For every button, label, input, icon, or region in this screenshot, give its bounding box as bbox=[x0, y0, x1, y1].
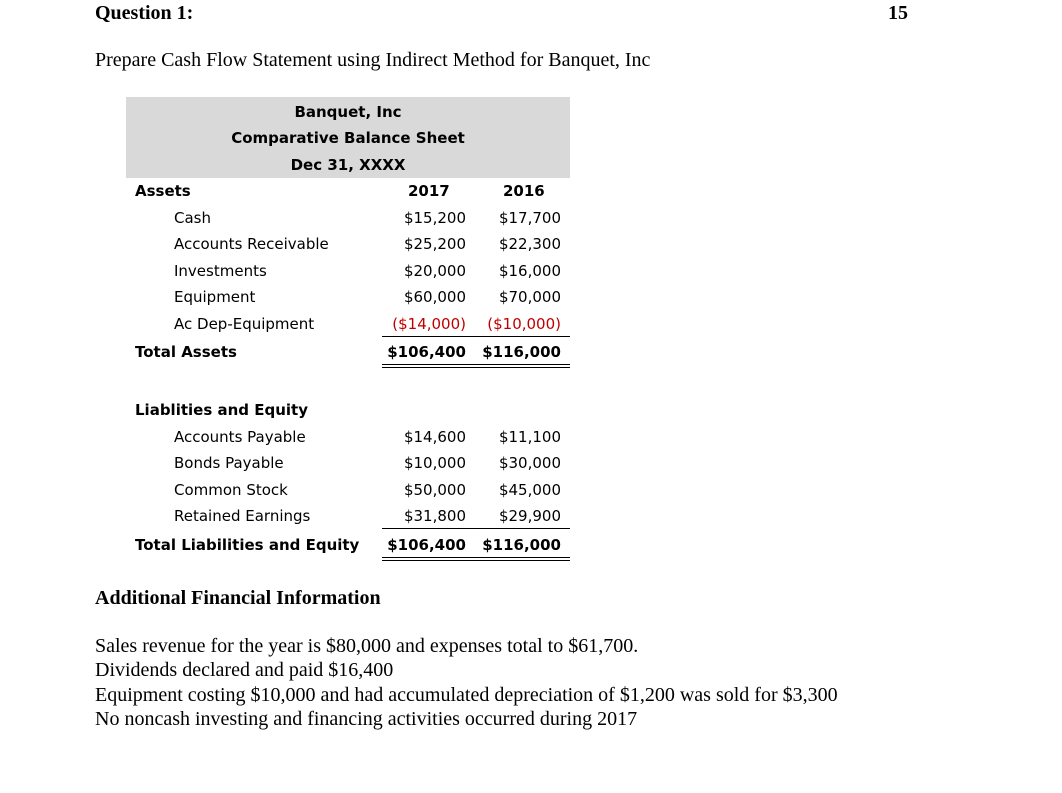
liability-value-2016: $45,000 bbox=[498, 481, 561, 499]
asset-value-2016: ($10,000) bbox=[487, 315, 561, 333]
total-liabilities-label: Total Liabilities and Equity bbox=[135, 536, 360, 554]
additional-info-line: Equipment costing $10,000 and had accumulated depreciation of $1,200 was sold for $3,300 bbox=[95, 684, 838, 706]
liability-value-2017: $31,800 bbox=[403, 507, 466, 525]
assets-heading: Assets bbox=[135, 182, 191, 200]
additional-info-title: Additional Financial Information bbox=[95, 587, 381, 609]
question-prompt: Prepare Cash Flow Statement using Indirect Method for Banquet, Inc bbox=[95, 49, 651, 71]
liability-label: Accounts Payable bbox=[174, 428, 306, 446]
liability-value-2017: $50,000 bbox=[403, 481, 466, 499]
asset-value-2016: $16,000 bbox=[498, 262, 561, 280]
asset-value-2017: ($14,000) bbox=[392, 315, 466, 333]
page-number: 15 bbox=[888, 2, 908, 24]
asset-value-2017: $20,000 bbox=[403, 262, 466, 280]
asset-value-2016: $17,700 bbox=[498, 209, 561, 227]
total-double-rule bbox=[382, 557, 570, 558]
asset-value-2017: $60,000 bbox=[403, 288, 466, 306]
asset-label: Equipment bbox=[174, 288, 256, 306]
liability-value-2016: $11,100 bbox=[498, 428, 561, 446]
total-liabilities-2017: $106,400 bbox=[387, 536, 466, 554]
question-title: Question 1: bbox=[95, 2, 194, 24]
total-double-rule bbox=[382, 367, 570, 368]
liability-value-2017: $10,000 bbox=[403, 454, 466, 472]
liability-value-2016: $29,900 bbox=[498, 507, 561, 525]
liability-label: Common Stock bbox=[174, 481, 288, 499]
liabilities-heading: Liablities and Equity bbox=[135, 401, 308, 419]
asset-label: Accounts Receivable bbox=[174, 235, 329, 253]
additional-info-line: Dividends declared and paid $16,400 bbox=[95, 659, 394, 681]
total-assets-label: Total Assets bbox=[135, 343, 237, 361]
additional-info-line: Sales revenue for the year is $80,000 and expenses total to $61,700. bbox=[95, 635, 639, 657]
total-liabilities-2016: $116,000 bbox=[482, 536, 561, 554]
liability-label: Retained Earnings bbox=[174, 507, 311, 525]
asset-label: Ac Dep-Equipment bbox=[174, 315, 315, 333]
asset-value-2017: $15,200 bbox=[403, 209, 466, 227]
statement-date: Dec 31, XXXX bbox=[290, 156, 406, 174]
company-name: Banquet, Inc bbox=[294, 103, 402, 121]
liability-label: Bonds Payable bbox=[174, 454, 284, 472]
liability-value-2017: $14,600 bbox=[403, 428, 466, 446]
subtotal-rule bbox=[382, 336, 570, 337]
asset-value-2016: $22,300 bbox=[498, 235, 561, 253]
year-2017-header: 2017 bbox=[408, 182, 450, 200]
total-assets-2017: $106,400 bbox=[387, 343, 466, 361]
total-double-rule bbox=[382, 560, 570, 561]
total-assets-2016: $116,000 bbox=[482, 343, 561, 361]
subtotal-rule bbox=[382, 528, 570, 529]
additional-info-line: No noncash investing and financing activities occurred during 2017 bbox=[95, 708, 638, 730]
year-2016-header: 2016 bbox=[503, 182, 545, 200]
asset-value-2017: $25,200 bbox=[403, 235, 466, 253]
statement-title: Comparative Balance Sheet bbox=[231, 129, 465, 147]
asset-label: Investments bbox=[174, 262, 267, 280]
asset-label: Cash bbox=[174, 209, 211, 227]
asset-value-2016: $70,000 bbox=[498, 288, 561, 306]
total-double-rule bbox=[382, 364, 570, 365]
liability-value-2016: $30,000 bbox=[498, 454, 561, 472]
